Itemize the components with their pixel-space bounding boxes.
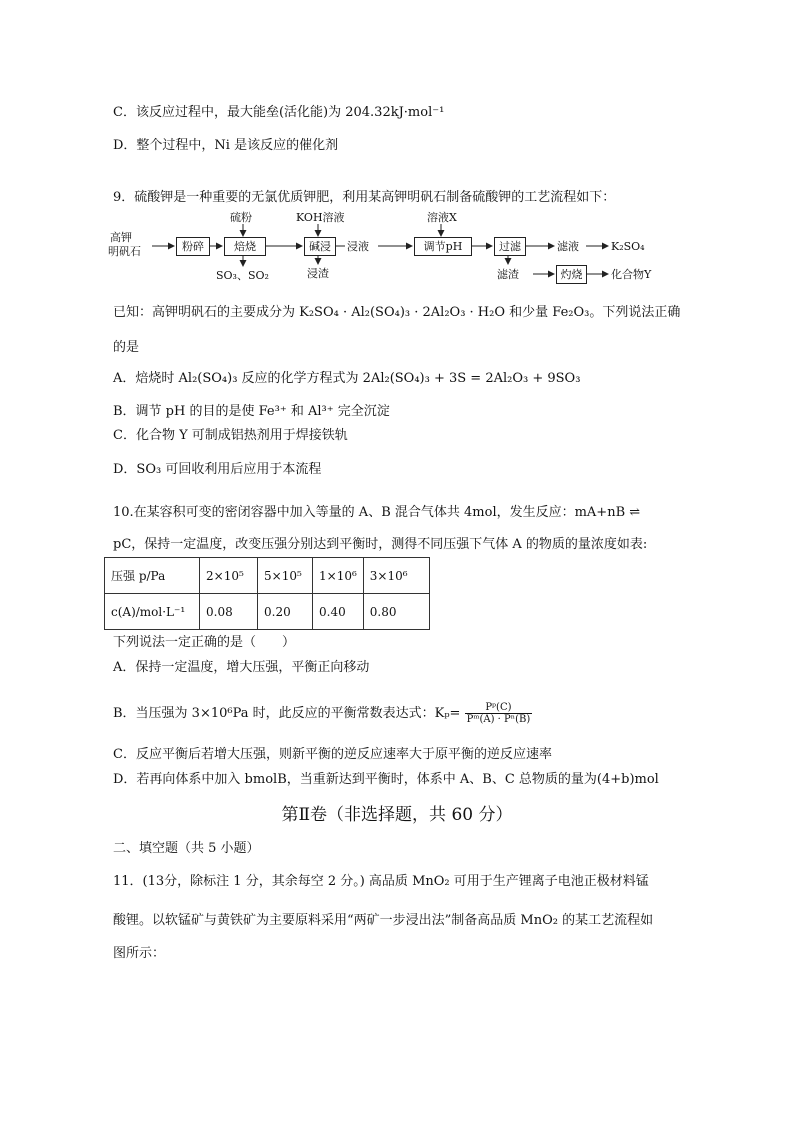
section-part-heading: 二、填空题（共 5 小题） bbox=[113, 841, 260, 856]
kp-denominator: Pᵐ(A) · Pⁿ(B) bbox=[466, 714, 531, 725]
q9-option-b: B．调节 pH 的目的是使 Fe³⁺ 和 Al³⁺ 完全沉淀 bbox=[113, 404, 390, 419]
table-header-pressure: 压强 p/Pa bbox=[105, 558, 200, 594]
section-title: 第Ⅱ卷（非选择题，共 60 分） bbox=[281, 805, 513, 825]
raw-material-label-1: 高钾 bbox=[110, 231, 132, 244]
compound-y-label: 化合物Y bbox=[611, 268, 652, 281]
table-cell: 1×10⁶ bbox=[313, 558, 364, 594]
q10-option-d: D．若再向体系中加入 bmolB，当重新达到平衡时，体系中 A、B、C 总物质的量为(4+b)mol bbox=[113, 772, 659, 787]
table-cell: 3×10⁶ bbox=[363, 558, 429, 594]
q9-option-a: A．焙烧时 Al₂(SO₄)₃ 反应的化学方程式为 2Al₂(SO₄)₃ + 3S = 2Al₂O₃ + 9SO₃ bbox=[113, 371, 581, 386]
table-cell: 5×10⁵ bbox=[258, 558, 313, 594]
step-roast-box: 焙烧 bbox=[224, 237, 266, 256]
q9-option-c: C．化合物 Y 可制成铝热剂用于焊接铁轨 bbox=[113, 428, 348, 443]
step-crush-box: 粉碎 bbox=[176, 237, 210, 256]
leach-liquid: 浸液 bbox=[347, 240, 369, 253]
reagent-sulfur: 硫粉 bbox=[230, 211, 252, 224]
raw-material-label-2: 明矾石 bbox=[108, 245, 141, 258]
reagent-koh: KOH溶液 bbox=[296, 211, 345, 224]
q10-stem-line-2: pC，保持一定温度，改变压强分别达到平衡时，测得不同压强下气体 A 的物质的量浓度如表: bbox=[113, 537, 648, 552]
table-cell: 0.08 bbox=[200, 594, 258, 630]
leach-residue: 浸渣 bbox=[307, 267, 329, 280]
table-row bbox=[105, 594, 430, 630]
reagent-x: 溶液X bbox=[427, 211, 457, 224]
step-adjust-ph-box: 调节pH bbox=[414, 237, 472, 256]
pressure-concentration-table bbox=[104, 557, 430, 630]
q11-line-3: 图所示： bbox=[113, 946, 166, 961]
q9-known-line-1: 已知：高钾明矾石的主要成分为 K₂SO₄ · Al₂(SO₄)₃ · 2Al₂O₃ · H₂O 和少量 Fe₂O₃。下列说法正确 bbox=[113, 305, 681, 320]
q9-option-d: D．SO₃ 可回收利用后应用于本流程 bbox=[113, 462, 322, 477]
q10-option-c: C．反应平衡后若增大压强，则新平衡的逆反应速率大于原平衡的逆反应速率 bbox=[113, 747, 552, 762]
q10-option-b-text: B．当压强为 3×10⁶Pa 时，此反应的平衡常数表达式：Kₚ= bbox=[113, 706, 461, 721]
q10-option-a: A．保持一定温度，增大压强，平衡正向移动 bbox=[113, 660, 370, 675]
filtrate-label: 滤液 bbox=[557, 240, 579, 253]
q10-option-b bbox=[113, 702, 532, 725]
q11-line-2: 酸锂。以软锰矿与黄铁矿为主要原料采用“两矿一步浸出法”制备高品质 MnO₂ 的某工艺流程如 bbox=[113, 913, 654, 928]
table-cell: 2×10⁵ bbox=[200, 558, 258, 594]
step-leach-box: 碱浸 bbox=[304, 237, 336, 256]
process-flow-diagram bbox=[108, 208, 678, 288]
product-k2so4: K₂SO₄ bbox=[611, 240, 645, 253]
step-burn-box: 灼烧 bbox=[556, 265, 587, 284]
table-header-concentration: c(A)/mol·L⁻¹ bbox=[105, 594, 200, 630]
q9-stem: 9．硫酸钾是一种重要的无氯优质钾肥，利用某高钾明矾石制备硫酸钾的工艺流程如下： bbox=[113, 190, 616, 205]
table-row bbox=[105, 558, 430, 594]
q8-option-c: C．该反应过程中，最大能垒(活化能)为 204.32kJ·mol⁻¹ bbox=[113, 105, 445, 120]
table-cell: 0.40 bbox=[313, 594, 364, 630]
q9-known-line-2: 的是 bbox=[113, 340, 140, 355]
q10-prompt: 下列说法一定正确的是（ ） bbox=[113, 635, 296, 650]
gas-byproducts: SO₃、SO₂ bbox=[216, 269, 269, 282]
table-cell: 0.20 bbox=[258, 594, 313, 630]
q8-option-d: D．整个过程中，Ni 是该反应的催化剂 bbox=[113, 138, 339, 153]
q11-line-1: 11．(13分，除标注 1 分，其余每空 2 分。) 高品质 MnO₂ 可用于生产锂离子电池正极材料锰 bbox=[113, 874, 649, 889]
residue-label: 滤渣 bbox=[497, 268, 519, 281]
step-filter-box: 过滤 bbox=[494, 237, 526, 256]
table-cell: 0.80 bbox=[363, 594, 429, 630]
kp-numerator: Pᵖ(C) bbox=[465, 702, 533, 714]
kp-fraction bbox=[465, 702, 533, 725]
q10-stem-line-1: 10.在某容积可变的密闭容器中加入等量的 A、B 混合气体共 4mol，发生反应：mA+nB ⇌ bbox=[113, 505, 641, 520]
